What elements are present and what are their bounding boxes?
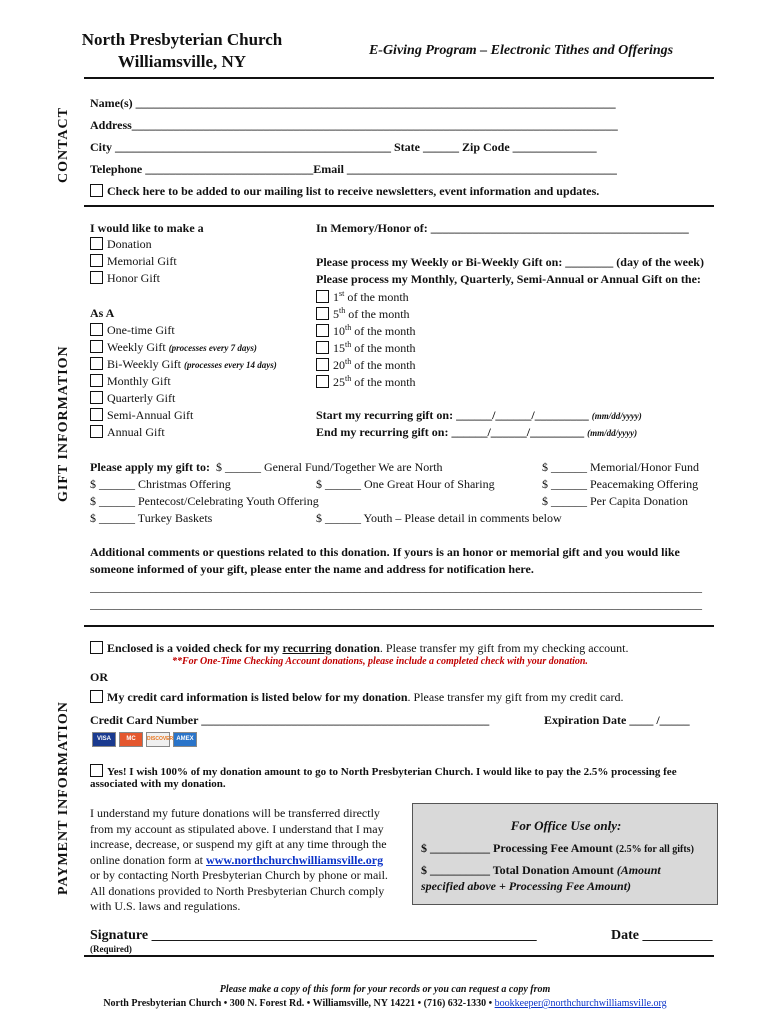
office-total-line <box>421 863 661 878</box>
frequency-one-time[interactable] <box>90 323 175 338</box>
day-10th-rest: of the month <box>351 324 416 338</box>
biweekly-checkbox[interactable] <box>90 357 103 370</box>
apply-heading: Please apply my gift to: <box>90 460 210 474</box>
gift-section-label: GIFT INFORMATION <box>56 345 71 502</box>
day-5th-rest: of the month <box>345 307 410 321</box>
amex-logo: AMEX <box>173 732 197 747</box>
day-20th-checkbox[interactable] <box>316 358 329 371</box>
day-option-15th[interactable] <box>316 340 416 356</box>
weekly-label: Weekly Gift <box>107 340 166 354</box>
understand-line-6: All donations provided to North Presbyterian Church comply <box>90 883 385 898</box>
city-state-zip-field[interactable]: City ______________________________________________ State ______ Zip Code ______________ <box>90 140 597 154</box>
credit-card-option[interactable] <box>90 690 623 705</box>
day-1st-rest: of the month <box>344 290 409 304</box>
online-prefix: online donation form at <box>90 852 206 867</box>
date-field[interactable]: Date __________ <box>611 928 713 943</box>
day-option-10th[interactable] <box>316 323 416 339</box>
day-10th-num: 10 <box>333 324 345 338</box>
understand-line-4 <box>90 853 388 869</box>
check-text-rest: . Please transfer my gift from my checking account. <box>379 641 629 655</box>
or-label: OR <box>90 670 108 684</box>
check-text-a: Enclosed is a voided check for my <box>107 641 283 655</box>
frequency-semi-annual[interactable] <box>90 408 193 423</box>
fund-youth[interactable]: $ ______ Youth – Please detail in comments below <box>316 511 562 525</box>
names-field[interactable]: Name(s) ________________________________________________________________________________ <box>90 96 616 110</box>
weekly-day-field[interactable] <box>316 255 704 270</box>
gift-type-honor[interactable] <box>90 271 160 286</box>
day-20th-sup: th <box>345 357 352 366</box>
memory-honor-field[interactable]: In Memory/Honor of: ___________________________________________ <box>316 221 689 235</box>
fund-general-label: $ ______ General Fund/Together We are North <box>215 460 443 474</box>
start-date-format: (mm/dd/yyyy) <box>591 411 642 421</box>
processing-fee-line2: associated with my donation. <box>90 778 226 790</box>
day-1st-checkbox[interactable] <box>316 290 329 303</box>
day-1st-sup: st <box>339 289 345 298</box>
credit-card-checkbox[interactable] <box>90 690 103 703</box>
processing-fee-line1: Yes! I wish 100% of my donation amount to go to North Presbyterian Church. I would like to pay the 2.5% processing fee <box>107 766 677 778</box>
fund-pentecost[interactable]: $ ______ Pentecost/Celebrating Youth Offering <box>90 494 319 508</box>
day-25th-num: 25 <box>333 375 345 389</box>
one-time-label: One-time Gift <box>107 323 175 337</box>
expiration-field[interactable]: Expiration Date ____ /_____ <box>544 713 690 727</box>
understand-line-5: or by contacting North Presbyterian Church by phone or mail. <box>90 868 388 882</box>
contact-rule <box>84 205 714 207</box>
office-use-box <box>412 803 718 905</box>
day-20th-num: 20 <box>333 358 345 372</box>
understand-line-1: I understand my future donations will be transferred directly <box>90 806 380 820</box>
day-25th-checkbox[interactable] <box>316 375 329 388</box>
signature-field[interactable]: Signature _______________________________________________________ <box>90 928 537 943</box>
gift-rule <box>84 625 714 627</box>
card-number-field[interactable]: Credit Card Number ________________________________________________ <box>90 713 490 727</box>
telephone-email-field[interactable]: Telephone ____________________________Email _____________________________________________ <box>90 162 617 176</box>
website-link[interactable]: www.northchurchwilliamsville.org <box>205 852 384 867</box>
fund-per-capita[interactable]: $ ______ Per Capita Donation <box>542 494 688 508</box>
footer-address-text: North Presbyterian Church • 300 N. Forest Rd. • Williamsville, NY 14221 • (716) 632-1330 • <box>103 998 495 1009</box>
contact-section-label: CONTACT <box>56 107 71 183</box>
comments-heading-line1: Additional comments or questions related to this donation. If yours is an honor or memorial gift and you would like <box>90 545 680 559</box>
frequency-quarterly[interactable] <box>90 391 175 406</box>
footer-copy-note: Please make a copy of this form for your records or you can request a copy from <box>219 984 551 995</box>
start-recurring-field[interactable] <box>316 408 642 423</box>
mailing-list-checkbox[interactable] <box>90 184 103 197</box>
monthly-label: Monthly Gift <box>107 374 171 388</box>
donation-checkbox[interactable] <box>90 237 103 250</box>
check-note: **For One-Time Checking Account donations, please include a completed check with your donation. <box>172 656 588 667</box>
as-a-heading: As A <box>90 306 115 320</box>
one-time-checkbox[interactable] <box>90 323 103 336</box>
office-title: For Office Use only: <box>510 818 622 833</box>
day-5th-num: 5 <box>333 307 339 321</box>
payment-rule <box>84 955 714 957</box>
day-25th-sup: th <box>345 374 352 383</box>
comments-heading-line2: someone informed of your gift, please enter the name and address for notification here. <box>90 562 534 576</box>
mastercard-logo: MC <box>119 732 143 747</box>
day-15th-rest: of the month <box>351 341 416 355</box>
fund-general[interactable] <box>90 460 443 475</box>
visa-logo: VISA <box>92 732 116 747</box>
voided-check-checkbox[interactable] <box>90 641 103 654</box>
discover-logo: DISCOVER <box>146 732 170 747</box>
mailing-list-option[interactable] <box>90 184 599 199</box>
day-option-20th[interactable] <box>316 357 416 373</box>
header-rule <box>84 77 714 79</box>
frequency-weekly[interactable] <box>90 340 257 355</box>
church-name: North Presbyterian Church <box>81 30 283 49</box>
day-15th-sup: th <box>345 340 352 349</box>
frequency-biweekly[interactable] <box>90 357 277 372</box>
day-option-5th[interactable] <box>316 306 410 322</box>
gift-type-donation[interactable] <box>90 237 152 252</box>
fund-christmas[interactable]: $ ______ Christmas Offering <box>90 477 231 491</box>
annual-label: Annual Gift <box>107 425 165 439</box>
gift-type-memorial[interactable] <box>90 254 177 269</box>
signature-required: (Required) <box>90 944 132 954</box>
check-text-b: donation <box>331 641 380 655</box>
monthly-checkbox[interactable] <box>90 374 103 387</box>
honor-checkbox[interactable] <box>90 271 103 284</box>
semi-annual-label: Semi-Annual Gift <box>107 408 194 422</box>
weekly-day-text: Please process my Weekly or Bi-Weekly Gift on: ________ (day of the week) <box>316 255 704 269</box>
understand-line-2: from my account as stipulated above. I understand that I may <box>90 821 384 836</box>
day-15th-num: 15 <box>333 341 345 355</box>
day-5th-checkbox[interactable] <box>316 307 329 320</box>
weekly-checkbox[interactable] <box>90 340 103 353</box>
footer-address <box>0 998 770 1009</box>
fund-peacemaking[interactable]: $ ______ Peacemaking Offering <box>542 477 699 491</box>
memorial-checkbox[interactable] <box>90 254 103 267</box>
day-25th-rest: of the month <box>351 375 416 389</box>
day-option-25th[interactable] <box>316 374 416 390</box>
quarterly-checkbox[interactable] <box>90 391 103 404</box>
day-5th-sup: th <box>339 306 346 315</box>
make-a-heading: I would like to make a <box>90 221 204 235</box>
footer-email-link[interactable]: bookkeeper@northchurchwilliamsville.org <box>494 998 667 1009</box>
check-text-recurring: recurring <box>282 641 332 655</box>
office-fee-note: (2.5% for all gifts) <box>615 844 694 855</box>
day-10th-sup: th <box>345 323 352 332</box>
semi-annual-checkbox[interactable] <box>90 408 103 421</box>
comments-line-1[interactable]: ______________________________________________________________________________________________________ <box>90 580 702 594</box>
end-recurring-field[interactable] <box>316 425 637 440</box>
end-recurring-text: End my recurring gift on: ______/______/_________ <box>316 425 585 439</box>
frequency-annual[interactable] <box>90 425 165 440</box>
biweekly-note: (processes every 14 days) <box>184 360 277 370</box>
mailing-list-label: Check here to be added to our mailing list to receive newsletters, event information and updates. <box>107 184 600 198</box>
card-text-rest: . Please transfer my gift from my credit card. <box>407 690 624 704</box>
voided-check-option[interactable] <box>90 641 629 656</box>
understand-line-7: with U.S. laws and regulations. <box>90 899 241 913</box>
weekly-note: (processes every 7 days) <box>168 343 257 353</box>
biweekly-label: Bi-Weekly Gift <box>107 357 182 371</box>
understand-line-3: increase, decrease, or suspend my gift at any time through the <box>90 837 387 851</box>
comments-line-2[interactable]: ______________________________________________________________________________________________________ <box>90 597 702 611</box>
start-recurring-text: Start my recurring gift on: ______/______/_________ <box>316 408 589 422</box>
fund-great-hour[interactable]: $ ______ One Great Hour of Sharing <box>316 477 495 491</box>
honor-label: Honor Gift <box>107 271 160 285</box>
memorial-label: Memorial Gift <box>107 254 177 268</box>
day-option-1st[interactable] <box>316 289 409 305</box>
payment-section-label: PAYMENT INFORMATION <box>56 701 71 895</box>
end-date-format: (mm/dd/yyyy) <box>587 428 638 438</box>
day-15th-checkbox[interactable] <box>316 341 329 354</box>
day-20th-rest: of the month <box>351 358 416 372</box>
day-10th-checkbox[interactable] <box>316 324 329 337</box>
understand-paragraph <box>90 806 388 915</box>
church-location: Williamsville, NY <box>117 52 247 71</box>
fund-turkey[interactable]: $ ______ Turkey Baskets <box>90 511 213 525</box>
day-1st-num: 1 <box>333 290 339 304</box>
annual-checkbox[interactable] <box>90 425 103 438</box>
fund-memorial[interactable]: $ ______ Memorial/Honor Fund <box>542 460 699 474</box>
quarterly-label: Quarterly Gift <box>107 391 176 405</box>
card-text-bold: My credit card information is listed below for my donation <box>107 690 408 704</box>
donation-label: Donation <box>107 237 152 251</box>
office-fee: $ __________ Processing Fee Amount <box>421 841 613 855</box>
processing-fee-option[interactable] <box>90 764 677 778</box>
frequency-monthly[interactable] <box>90 374 171 389</box>
address-field[interactable]: Address_________________________________________________________________________________ <box>90 118 618 132</box>
office-total-note-a: (Amount <box>616 863 661 877</box>
processing-fee-checkbox[interactable] <box>90 764 103 777</box>
office-total-note-b: specified above + Processing Fee Amount) <box>421 879 632 893</box>
office-fee-line <box>421 841 694 856</box>
monthly-process-heading: Please process my Monthly, Quarterly, Semi-Annual or Annual Gift on the: <box>316 272 701 286</box>
card-logos <box>92 729 200 747</box>
program-title: E-Giving Program – Electronic Tithes and Offerings <box>368 43 674 58</box>
office-total: $ __________ Total Donation Amount <box>421 863 614 877</box>
